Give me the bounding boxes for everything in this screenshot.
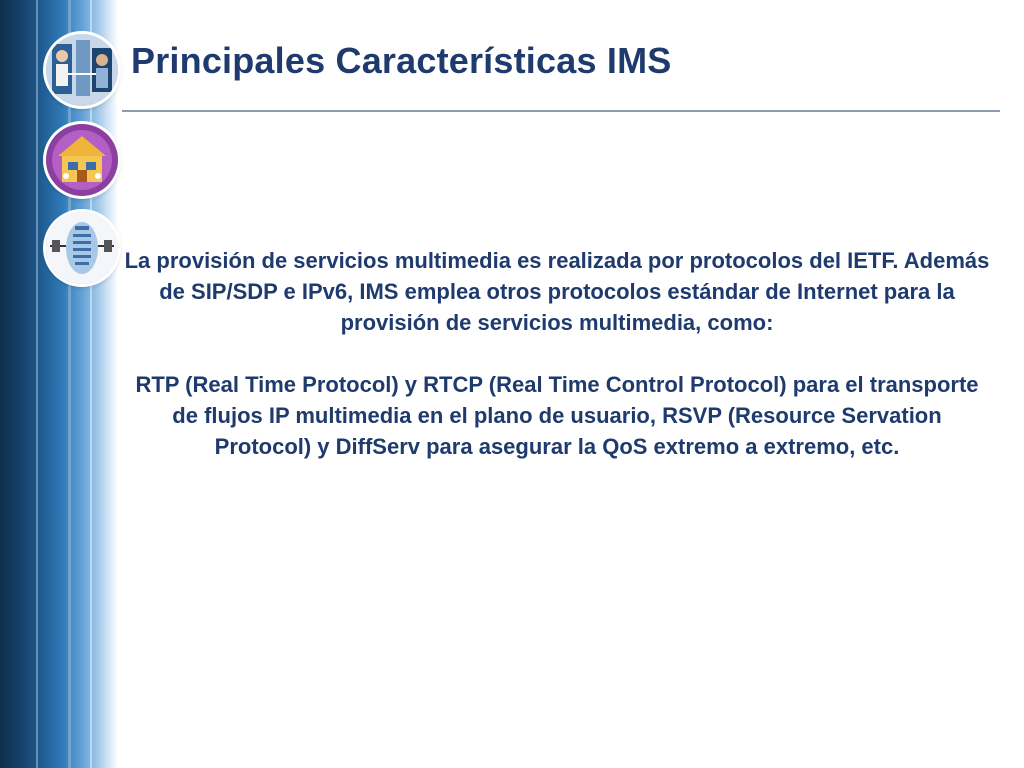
slide-title: Principales Características IMS [131, 40, 672, 81]
left-sidebar-decoration [0, 0, 118, 768]
body-paragraph-intro: La provisión de servicios multimedia es realizada por protocolos del IETF. Además de SIP/SDP e IPv6, IMS emplea otros protocolos estándar de Internet para la provisión de servicios multimedia, como: [124, 248, 990, 335]
slide-body [124, 245, 990, 462]
network-diagram-icon [46, 212, 118, 284]
people-network-icon [46, 34, 118, 106]
sidebar-stripe [90, 0, 92, 768]
title-divider [122, 110, 1000, 112]
body-paragraph-protocols: RTP (Real Time Protocol) y RTCP (Real Time Control Protocol) para el transporte de flujos IP multimedia en el plano de usuario, RSVP (Resource Servation Protocol) y DiffServ para asegurar la QoS extremo a extremo, etc. [135, 372, 979, 459]
sidebar-stripe [36, 0, 38, 768]
home-devices-icon [46, 124, 118, 196]
sidebar-stripe [68, 0, 71, 768]
